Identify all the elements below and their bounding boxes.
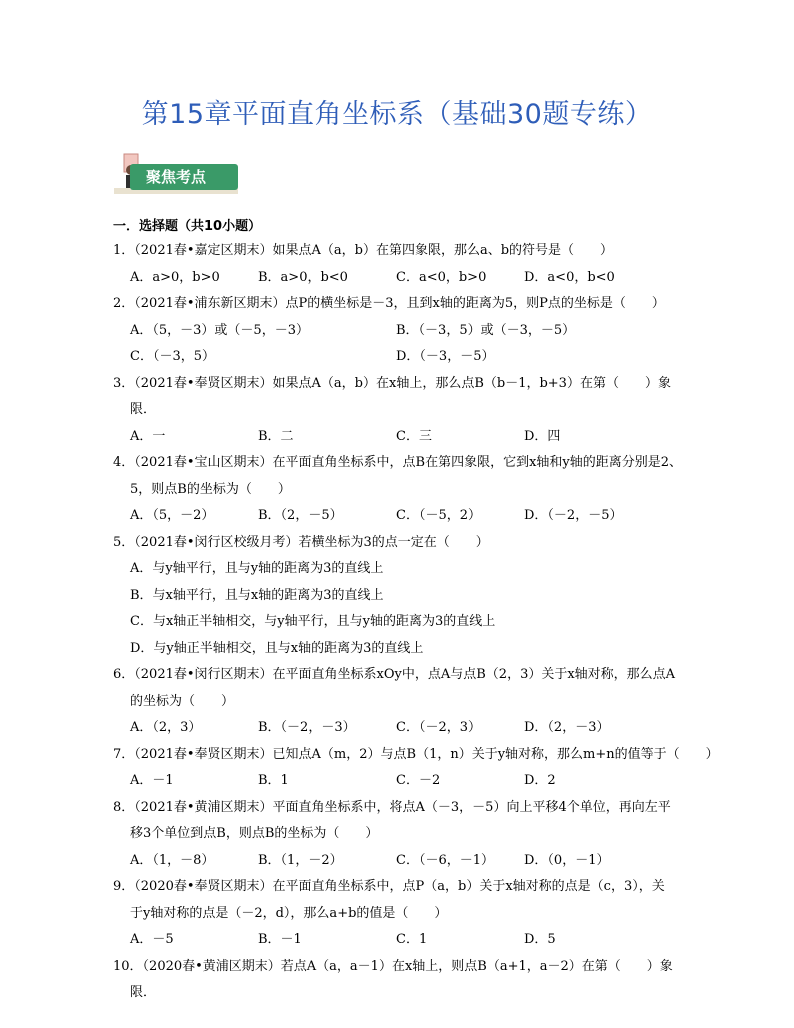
question-8-option-b: B．（1，－2）	[258, 853, 343, 868]
question-8-stem-cont: 移3个单位到点B，则点B的坐标为（ ）	[130, 826, 379, 841]
question-3-option-a: A．一	[130, 429, 166, 444]
question-10-stem: 10．（2020春•黄浦区期末）若点A（a，a－1）在x轴上，则点B（a+1，a－2）在第（ ）象	[113, 959, 673, 974]
question-6-option-b: B．（－2，－3）	[258, 720, 356, 735]
question-4-option-b: B．（2，－5）	[258, 508, 343, 523]
question-5-stem: 5．（2021春•闵行区校级月考）若横坐标为3的点一定在（ ）	[113, 535, 489, 550]
question-3-option-c: C．三	[396, 429, 432, 444]
question-9-option-c: C．1	[396, 932, 428, 947]
question-2-option-d: D．（－3，－5）	[396, 349, 495, 364]
question-8-option-c: C．（－6，－1）	[396, 853, 494, 868]
question-9-option-b: B．－1	[258, 932, 302, 947]
question-9-stem-cont: 于y轴对称的点是（－2，d），那么a+b的值是（ ）	[130, 906, 448, 921]
question-6-option-c: C．（－2，3）	[396, 720, 481, 735]
question-5-option-b: B．与x轴平行，且与x轴的距离为3的直线上	[130, 588, 384, 603]
question-6-option-d: D．（2，－3）	[524, 720, 610, 735]
question-8-option-a: A．（1，－8）	[130, 853, 215, 868]
question-6-stem-cont: 的坐标为（ ）	[130, 694, 235, 709]
page-title: 第15章平面直角坐标系（基础30题专练）	[141, 99, 653, 130]
question-7-stem: 7．（2021春•奉贤区期末）已知点A（m，2）与点B（1，n）关于y轴对称，那么m+n的值等于（ ）	[113, 747, 719, 762]
question-2-option-a: A．（5，－3）或（－5，－3）	[130, 323, 309, 338]
question-3-option-d: D．四	[524, 429, 561, 444]
question-7-option-c: C．－2	[396, 773, 441, 788]
question-5-option-d: D．与y轴正半轴相交，且与x轴的距离为3的直线上	[130, 641, 424, 656]
question-5-option-a: A．与y轴平行，且与y轴的距离为3的直线上	[130, 561, 384, 576]
question-10-stem-cont: 限．	[130, 985, 157, 1000]
question-9-option-a: A．－5	[130, 932, 174, 947]
question-2-stem: 2．（2021春•浦东新区期末）点P的横坐标是－3，且到x轴的距离为5，则P点的坐标是（ ）	[113, 296, 665, 311]
question-9-stem: 9．（2020春•奉贤区期末）在平面直角坐标系中，点P（a，b）关于x轴对称的点是（c，3），关	[113, 879, 665, 894]
question-1-option-d: D．a<0，b<0	[524, 270, 615, 285]
question-3-option-b: B．二	[258, 429, 294, 444]
question-5-option-c: C．与x轴正半轴相交，与y轴平行，且与y轴的距离为3的直线上	[130, 614, 496, 629]
question-7-option-b: B．1	[258, 773, 289, 788]
section-heading: 一．选择题（共10小题）	[113, 219, 262, 234]
badge-label: 聚焦考点	[130, 164, 238, 190]
question-9-option-d: D．5	[524, 932, 556, 947]
question-3-stem-cont: 限．	[130, 402, 157, 417]
question-6-option-a: A．（2，3）	[130, 720, 202, 735]
question-4-stem-cont: 5，则点B的坐标为（ ）	[130, 482, 291, 497]
question-4-stem: 4．（2021春•宝山区期末）在平面直角坐标系中，点B在第四象限，它到x轴和y轴的距离分别是2、	[113, 455, 683, 470]
question-4-option-d: D．（－2，－5）	[524, 508, 623, 523]
question-1-option-a: A．a>0，b>0	[130, 270, 220, 285]
question-7-option-a: A．－1	[130, 773, 174, 788]
question-1-stem: 1．（2021春•嘉定区期末）如果点A（a，b）在第四象限，那么a、b的符号是（ ）	[113, 243, 614, 258]
question-6-stem: 6．（2021春•闵行区期末）在平面直角坐标系xOy中，点A与点B（2，3）关于x轴对称，那么点A	[113, 667, 676, 682]
question-8-stem: 8．（2021春•黄浦区期末）平面直角坐标系中，将点A（－3，－5）向上平移4个单位，再向左平	[113, 800, 671, 815]
question-2-option-c: C．（－3，5）	[130, 349, 215, 364]
question-7-option-d: D．2	[524, 773, 556, 788]
question-8-option-d: D．（0，－1）	[524, 853, 610, 868]
question-4-option-c: C．（－5，2）	[396, 508, 481, 523]
question-1-option-b: B．a>0，b<0	[258, 270, 348, 285]
question-2-option-b: B．（－3，5）或（－3，－5）	[396, 323, 576, 338]
question-4-option-a: A．（5，－2）	[130, 508, 215, 523]
question-1-option-c: C．a<0，b>0	[396, 270, 487, 285]
question-3-stem: 3．（2021春•奉贤区期末）如果点A（a，b）在x轴上，那么点B（b－1，b+3）在第（ ）象	[113, 376, 671, 391]
section-badge	[108, 150, 238, 200]
